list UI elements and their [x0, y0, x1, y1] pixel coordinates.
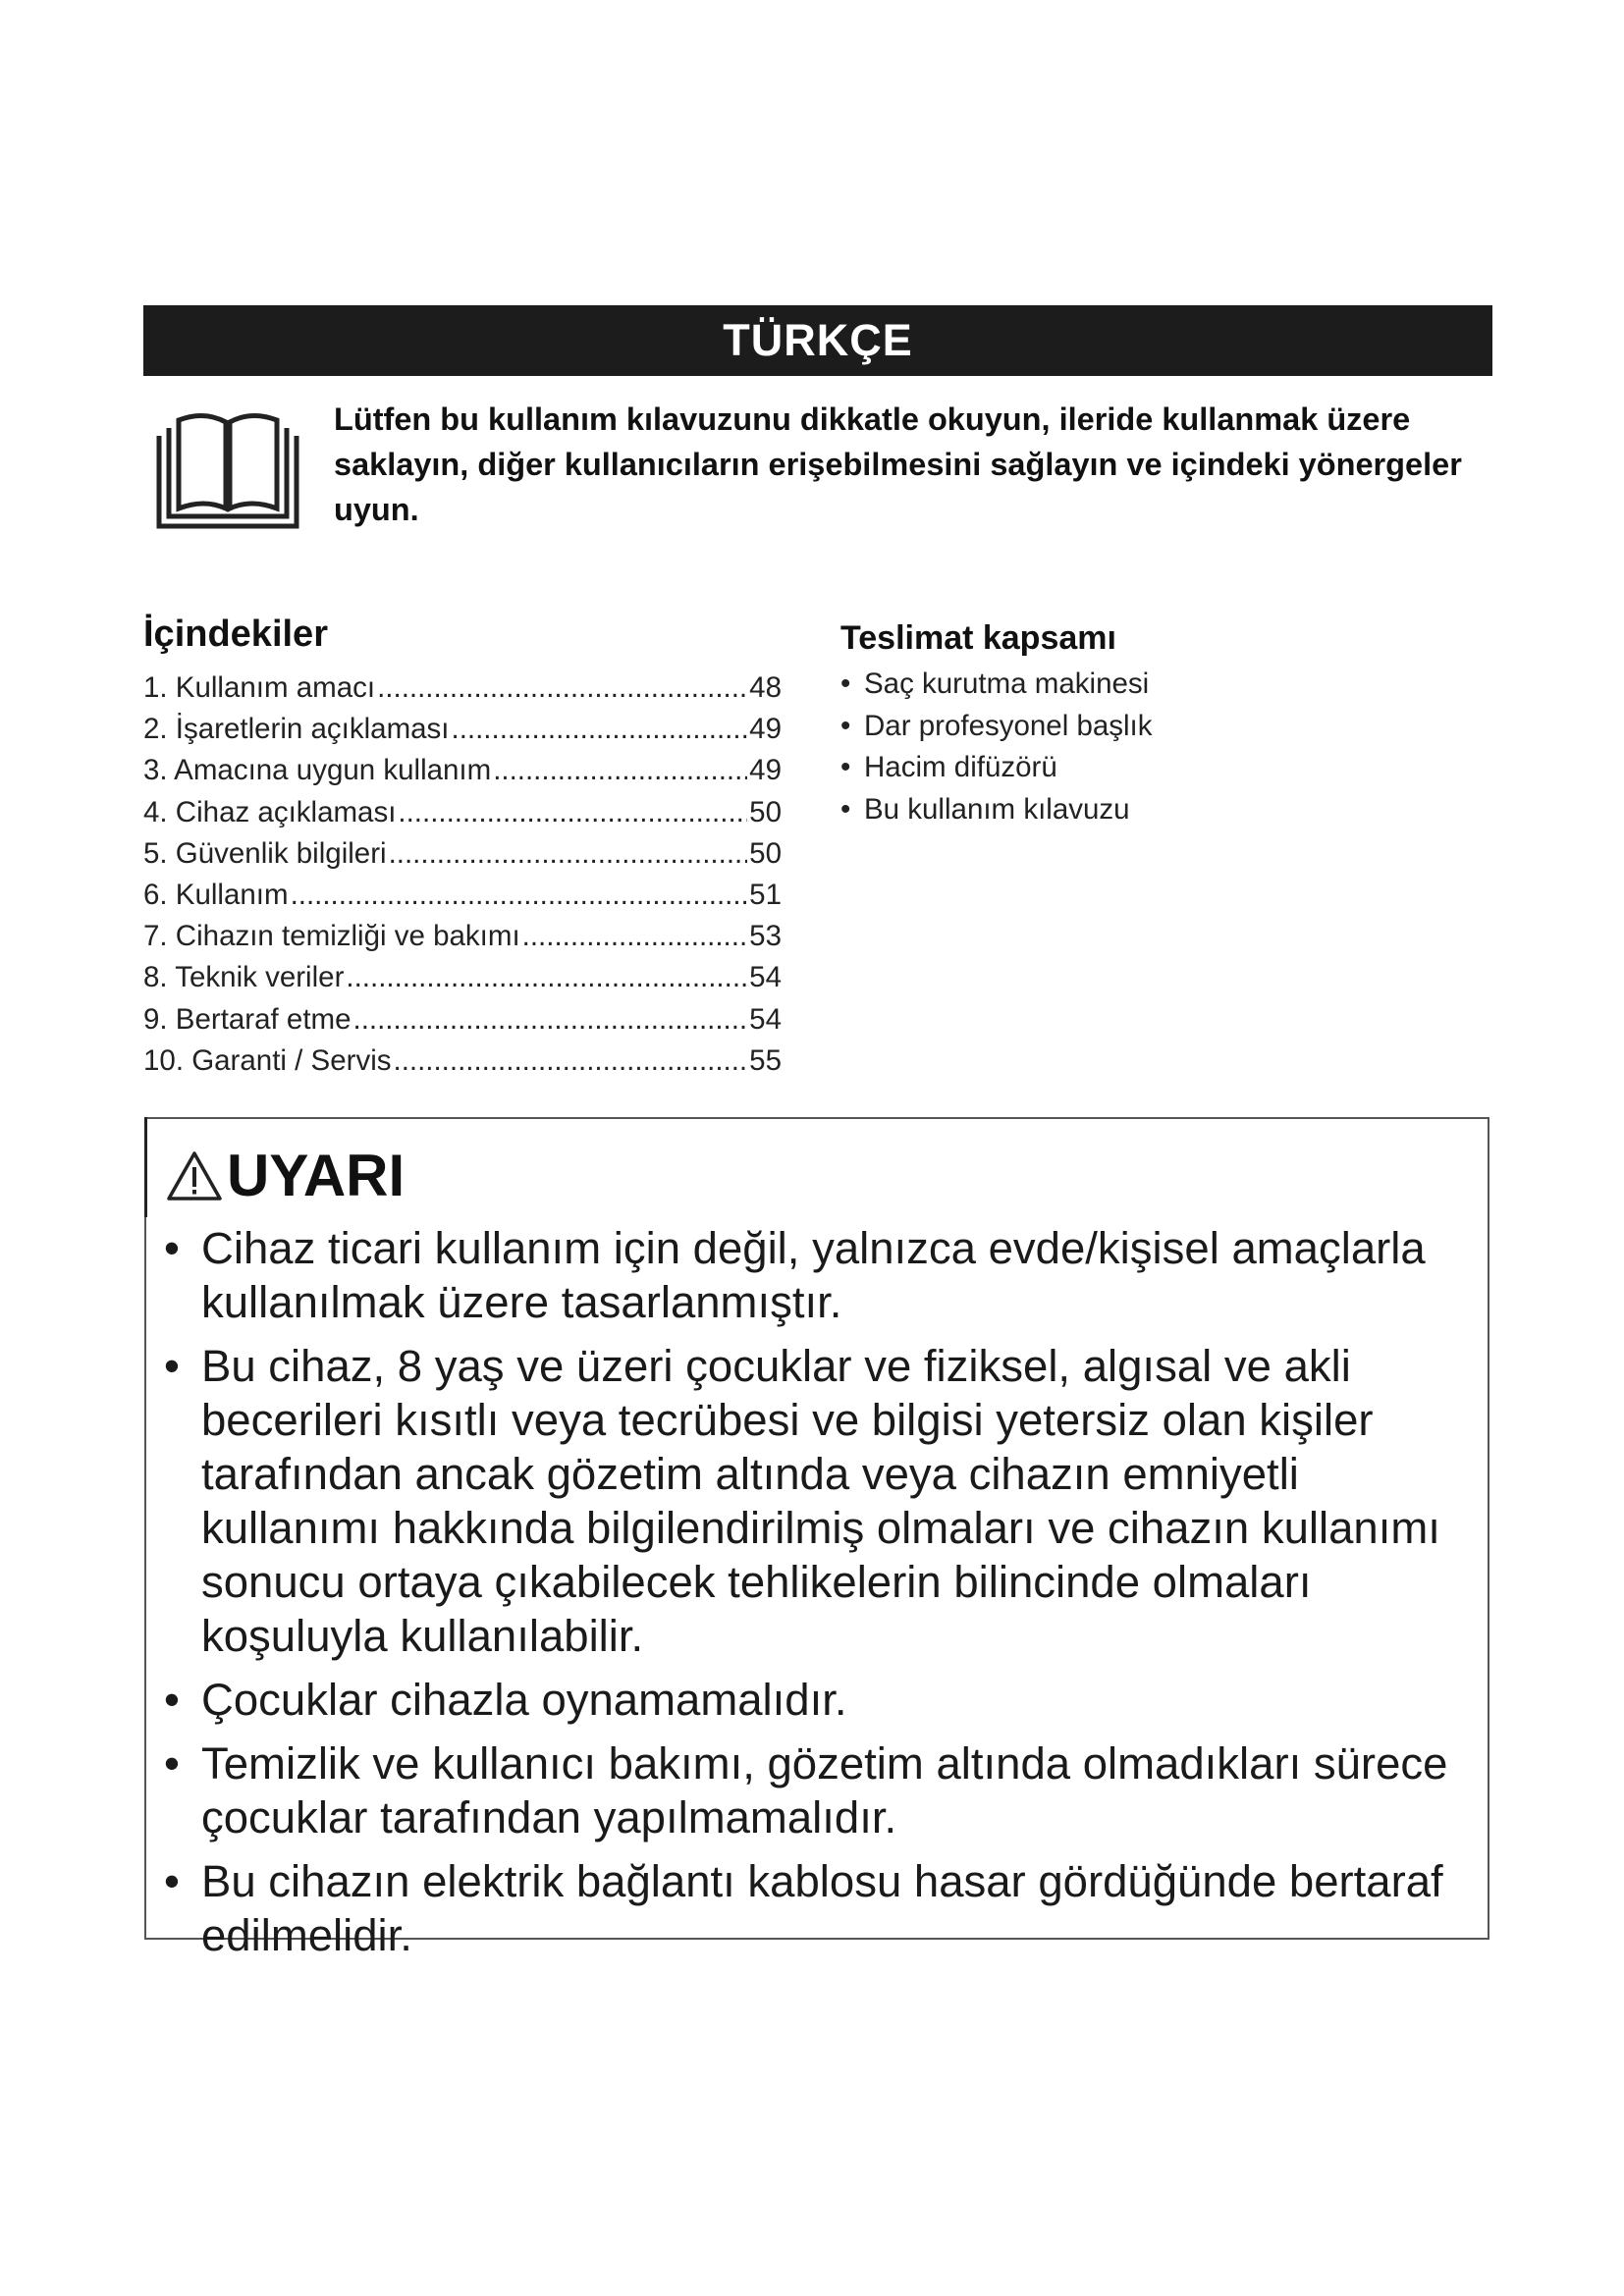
bullet: • [840, 667, 851, 700]
toc-item-title: 7. Cihazın temizliği ve bakımı [143, 920, 520, 953]
warning-item [164, 1854, 1480, 1962]
bullet: • [164, 1223, 180, 1273]
toc-item [143, 957, 782, 998]
intro-instructions: Lütfen bu kullanım kılavuzunu dikkatle okuyun, ileride kullanmak üzere saklayın, diğer kullanıcıların erişebilmesini sağlayın ve içindeki yönergeler uyun. [334, 401, 1462, 527]
warning-list [164, 1221, 1480, 1972]
toc-item-title: 4. Cihaz açıklaması [143, 795, 397, 828]
table-of-contents [143, 613, 782, 1082]
language-header-bar [143, 305, 1492, 376]
warning-item [164, 1221, 1480, 1329]
toc-item-title: 9. Bertaraf etme [143, 1002, 352, 1036]
toc-item [143, 916, 782, 957]
toc-item-title: 3. Amacına uygun kullanım [143, 754, 492, 787]
toc-item-page: 55 [749, 1043, 782, 1077]
warning-item-text: Temizlik ve kullanıcı bakımı, gözetim altında olmadıkları sürece çocuklar tarafından yapılmamalıdır. [201, 1738, 1448, 1842]
toc-leader-dots [377, 667, 747, 709]
warning-box [144, 1117, 1489, 1960]
warning-item-text: Çocuklar cihazla oynamamalıdır. [201, 1675, 847, 1725]
delivery-item [840, 706, 1469, 748]
toc-leader-dots [493, 750, 747, 791]
delivery-item [840, 747, 1469, 789]
toc-item-page: 49 [749, 713, 782, 746]
warning-item [164, 1339, 1480, 1663]
toc-item [143, 709, 782, 750]
toc-item-title: 6. Kullanım [143, 878, 289, 911]
toc-item-page: 50 [749, 836, 782, 870]
toc-leader-dots [389, 833, 748, 875]
toc-item-title: 8. Teknik veriler [143, 961, 345, 994]
warning-triangle-icon [166, 1149, 223, 1202]
delivery-heading: Teslimat kapsamı [840, 619, 1116, 657]
delivery-item-text: Dar profesyonel başlık [864, 709, 1153, 742]
toc-item-title: 1. Kullanım amacı [143, 671, 376, 704]
toc-item-page: 49 [749, 754, 782, 787]
toc-item [143, 792, 782, 833]
warning-title [166, 1137, 405, 1215]
toc-leader-dots [353, 999, 748, 1041]
warning-title-text: UYARI [227, 1143, 406, 1208]
toc-leader-dots [346, 957, 747, 998]
toc-leader-dots [452, 709, 748, 750]
toc-item [143, 999, 782, 1041]
delivery-item [840, 789, 1469, 831]
toc-item [143, 875, 782, 916]
language-title: TÜRKÇE [723, 315, 913, 365]
toc-item-title: 5. Güvenlik bilgileri [143, 836, 387, 870]
toc-heading: İçindekiler [143, 614, 328, 655]
toc-item [143, 1041, 782, 1082]
toc-item [143, 667, 782, 709]
delivery-list [840, 664, 1469, 830]
bullet: • [840, 709, 851, 742]
toc-leader-dots [522, 916, 748, 957]
toc-item-page: 50 [749, 795, 782, 828]
warning-item-text: Bu cihazın elektrik bağlantı kablosu hasar gördüğünde bertaraf edilmelidir. [201, 1856, 1443, 1960]
open-book-icon [155, 408, 300, 532]
toc-item [143, 750, 782, 791]
bullet: • [164, 1341, 180, 1391]
bullet: • [164, 1738, 180, 1789]
bullet: • [840, 792, 851, 826]
toc-leader-dots [398, 792, 747, 833]
delivery-item-text: Saç kurutma makinesi [864, 667, 1150, 700]
bullet: • [164, 1856, 180, 1906]
warning-item [164, 1736, 1480, 1844]
warning-box-accent-rule [144, 1117, 147, 1217]
toc-item-page: 53 [749, 920, 782, 953]
toc-item-page: 48 [749, 671, 782, 704]
warning-item-text: Cihaz ticari kullanım için değil, yalnızca evde/kişisel amaçlarla kullanılmak üzere tasarlanmıştır. [201, 1223, 1426, 1327]
toc-list [143, 667, 782, 1082]
delivery-item-text: Hacim difüzörü [864, 751, 1057, 783]
warning-item [164, 1673, 1480, 1727]
bullet: • [164, 1675, 180, 1725]
toc-leader-dots [291, 875, 748, 916]
toc-item-page: 54 [749, 961, 782, 994]
toc-leader-dots [394, 1041, 748, 1082]
delivery-scope [840, 616, 1469, 830]
toc-item-title: 10. Garanti / Servis [143, 1043, 392, 1077]
toc-item [143, 833, 782, 875]
warning-item-text: Bu cihaz, 8 yaş ve üzeri çocuklar ve fiziksel, algısal ve akli becerileri kısıtlı veya tecrübesi ve bilgisi yetersiz olan kişiler tarafından ancak gözetim altında veya cihazın emniyetli kullanımı hakkında bilgilendirilmiş olmaları ve cihazın kullanımı sonucu ortaya çıkabilecek tehlikelerin bilincinde olmaları koşuluyla kullanılabilir. [201, 1341, 1440, 1661]
toc-item-page: 51 [749, 878, 782, 911]
toc-item-title: 2. İşaretlerin açıklaması [143, 713, 450, 746]
bullet: • [840, 751, 851, 783]
delivery-item [840, 664, 1469, 706]
delivery-item-text: Bu kullanım kılavuzu [864, 792, 1130, 826]
toc-item-page: 54 [749, 1002, 782, 1036]
